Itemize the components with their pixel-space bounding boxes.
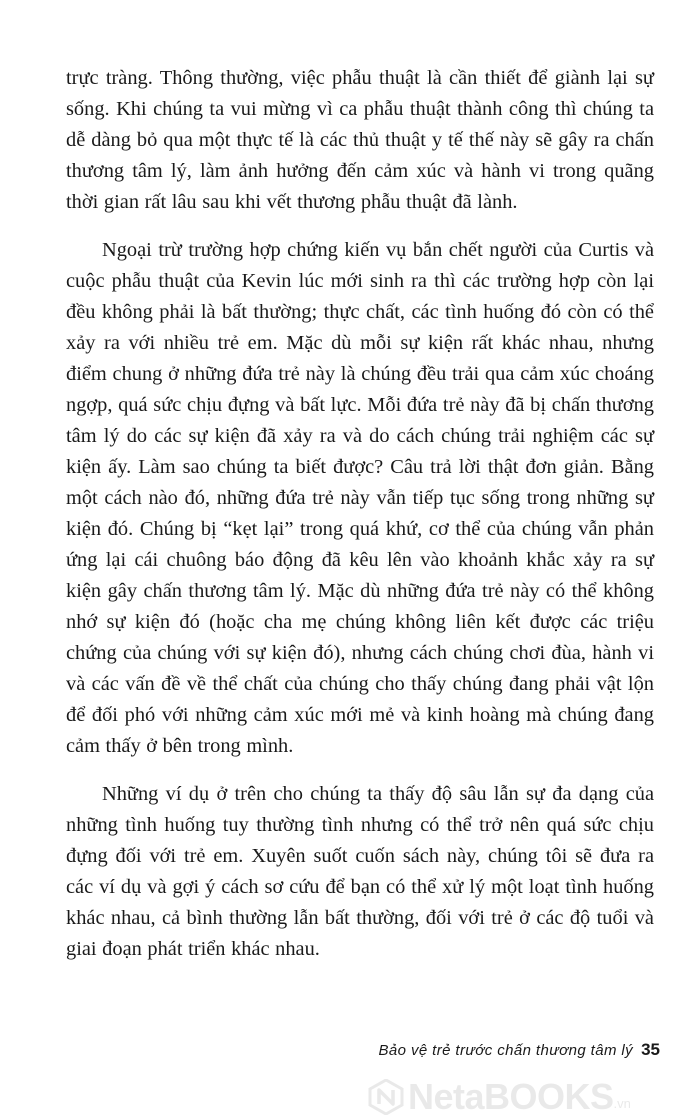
watermark-suffix: .vn bbox=[613, 1096, 631, 1111]
paragraph: Những ví dụ ở trên cho chúng ta thấy độ sâu lẫn sự đa dạng của những tình huống tuy thường tình nhưng có thể trở nên quá sức chịu đựng đối với trẻ em. Xuyên suốt cuốn sách này, chúng tôi sẽ đưa ra các ví dụ và gợi ý cách sơ cứu để bạn có thể xử lý một loạt tình huống khác nhau, cả bình thường lẫn bất thường, đối với trẻ ở các độ tuổi và giai đoạn phát triển khác nhau. bbox=[66, 783, 654, 960]
running-footer-title: Bảo vệ trẻ trước chấn thương tâm lý bbox=[378, 1042, 634, 1059]
body-text bbox=[66, 63, 654, 982]
watermark-text: NetaBOOKS bbox=[408, 1076, 614, 1117]
paragraph-continued: trực tràng. Thông thường, việc phẫu thuật là cần thiết để giành lại sự sống. Khi chúng ta vui mừng vì ca phẫu thuật thành công thì chúng ta dễ dàng bỏ qua một thực tế là các thủ thuật y tế thế này sẽ gây ra chấn thương tâm lý, làm ảnh hưởng đến cảm xúc và hành vi trong quãng thời gian rất lâu sau khi vết thương phẫu thuật đã lành. bbox=[66, 67, 654, 213]
page-footer bbox=[0, 1040, 660, 1060]
netabooks-logo-icon bbox=[368, 1079, 404, 1115]
watermark bbox=[368, 1077, 631, 1117]
page-number: 35 bbox=[641, 1040, 660, 1059]
paragraph: Ngoại trừ trường hợp chứng kiến vụ bắn chết người của Curtis và cuộc phẫu thuật của Kevin lúc mới sinh ra thì các trường hợp còn lại đều không phải là bất thường; thực chất, các tình huống đó còn có thể xảy ra với nhiều trẻ em. Mặc dù mỗi sự kiện rất khác nhau, nhưng điểm chung ở những đứa trẻ này là chúng đều trải qua cảm xúc choáng ngợp, quá sức chịu đựng và bất lực. Mỗi đứa trẻ này đã bị chấn thương tâm lý do các sự kiện đã xảy ra và do cách chúng trải nghiệm các sự kiện ấy. Làm sao chúng ta biết được? Câu trả lời thật đơn giản. Bằng một cách nào đó, những đứa trẻ này vẫn tiếp tục sống trong những sự kiện đó. Chúng bị “kẹt lại” trong quá khứ, cơ thể của chúng vẫn phản ứng lại cái chuông báo động đã kêu lên vào khoảnh khắc xảy ra sự kiện gây chấn thương tâm lý. Mặc dù những đứa trẻ này có thể không nhớ sự kiện đó (hoặc cha mẹ chúng không liên kết được các triệu chứng của chúng với sự kiện đó), nhưng cách chúng chơi đùa, hành vi và các vấn đề về thể chất của chúng cho thấy chúng đang phải vật lộn để đối phó với những cảm xúc mới mẻ và kinh hoàng mà chúng đang cảm thấy ở bên trong mình. bbox=[66, 239, 654, 757]
